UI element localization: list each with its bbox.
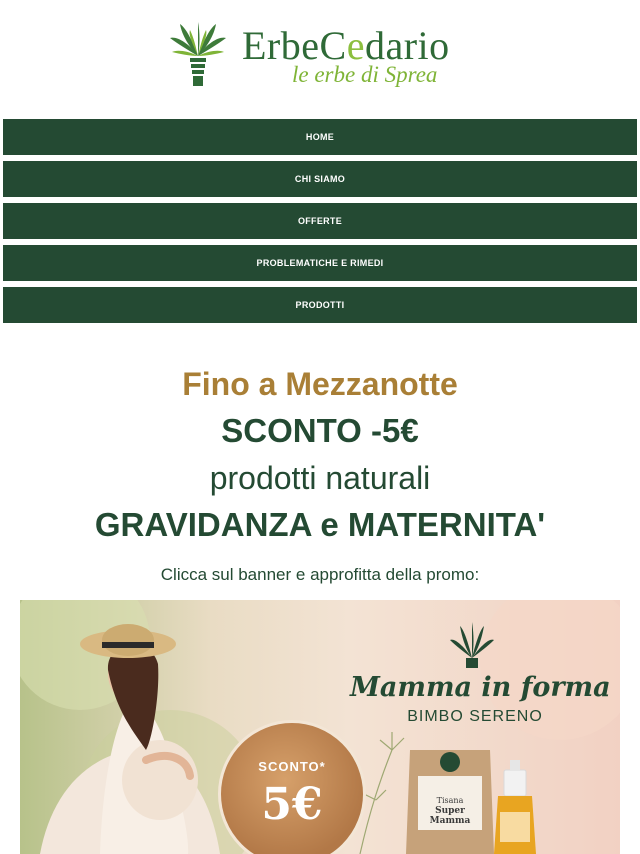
spray-bottle-illustration	[494, 760, 536, 854]
discount-value: 5€	[261, 779, 323, 830]
promo-banner[interactable]	[20, 600, 620, 854]
promo-headline	[0, 360, 640, 548]
promo-category: prodotti naturali	[209, 460, 431, 496]
nav-item-chi-siamo[interactable]: CHI SIAMO	[3, 161, 637, 197]
brand-logo[interactable]	[168, 20, 478, 94]
nav-item-home[interactable]: HOME	[3, 119, 637, 155]
main-nav	[3, 119, 637, 329]
promo-deadline: Fino a Mezzanotte	[182, 366, 458, 402]
banner-subtitle: BIMBO SERENO	[407, 708, 543, 725]
product-label: Tisana Super Mamma	[429, 796, 471, 826]
herb-bundle-icon	[168, 22, 228, 90]
brand-tagline: le erbe di Sprea	[292, 62, 438, 87]
nav-item-offerte[interactable]: OFFERTE	[3, 203, 637, 239]
promo-discount: SCONTO -5€	[221, 412, 419, 449]
banner-title: Mamma in forma	[350, 672, 611, 703]
brand-name: ErbeCedario	[242, 23, 450, 68]
promo-theme: GRAVIDANZA e MATERNITA'	[94, 506, 546, 543]
discount-label: SCONTO*	[258, 759, 326, 774]
nav-item-prodotti[interactable]: PRODOTTI	[3, 287, 637, 323]
promo-cta-text: Clicca sul banner e approfitta della promo:	[160, 565, 480, 584]
nav-item-problematiche-e-rimedi[interactable]: PROBLEMATICHE E RIMEDI	[3, 245, 637, 281]
